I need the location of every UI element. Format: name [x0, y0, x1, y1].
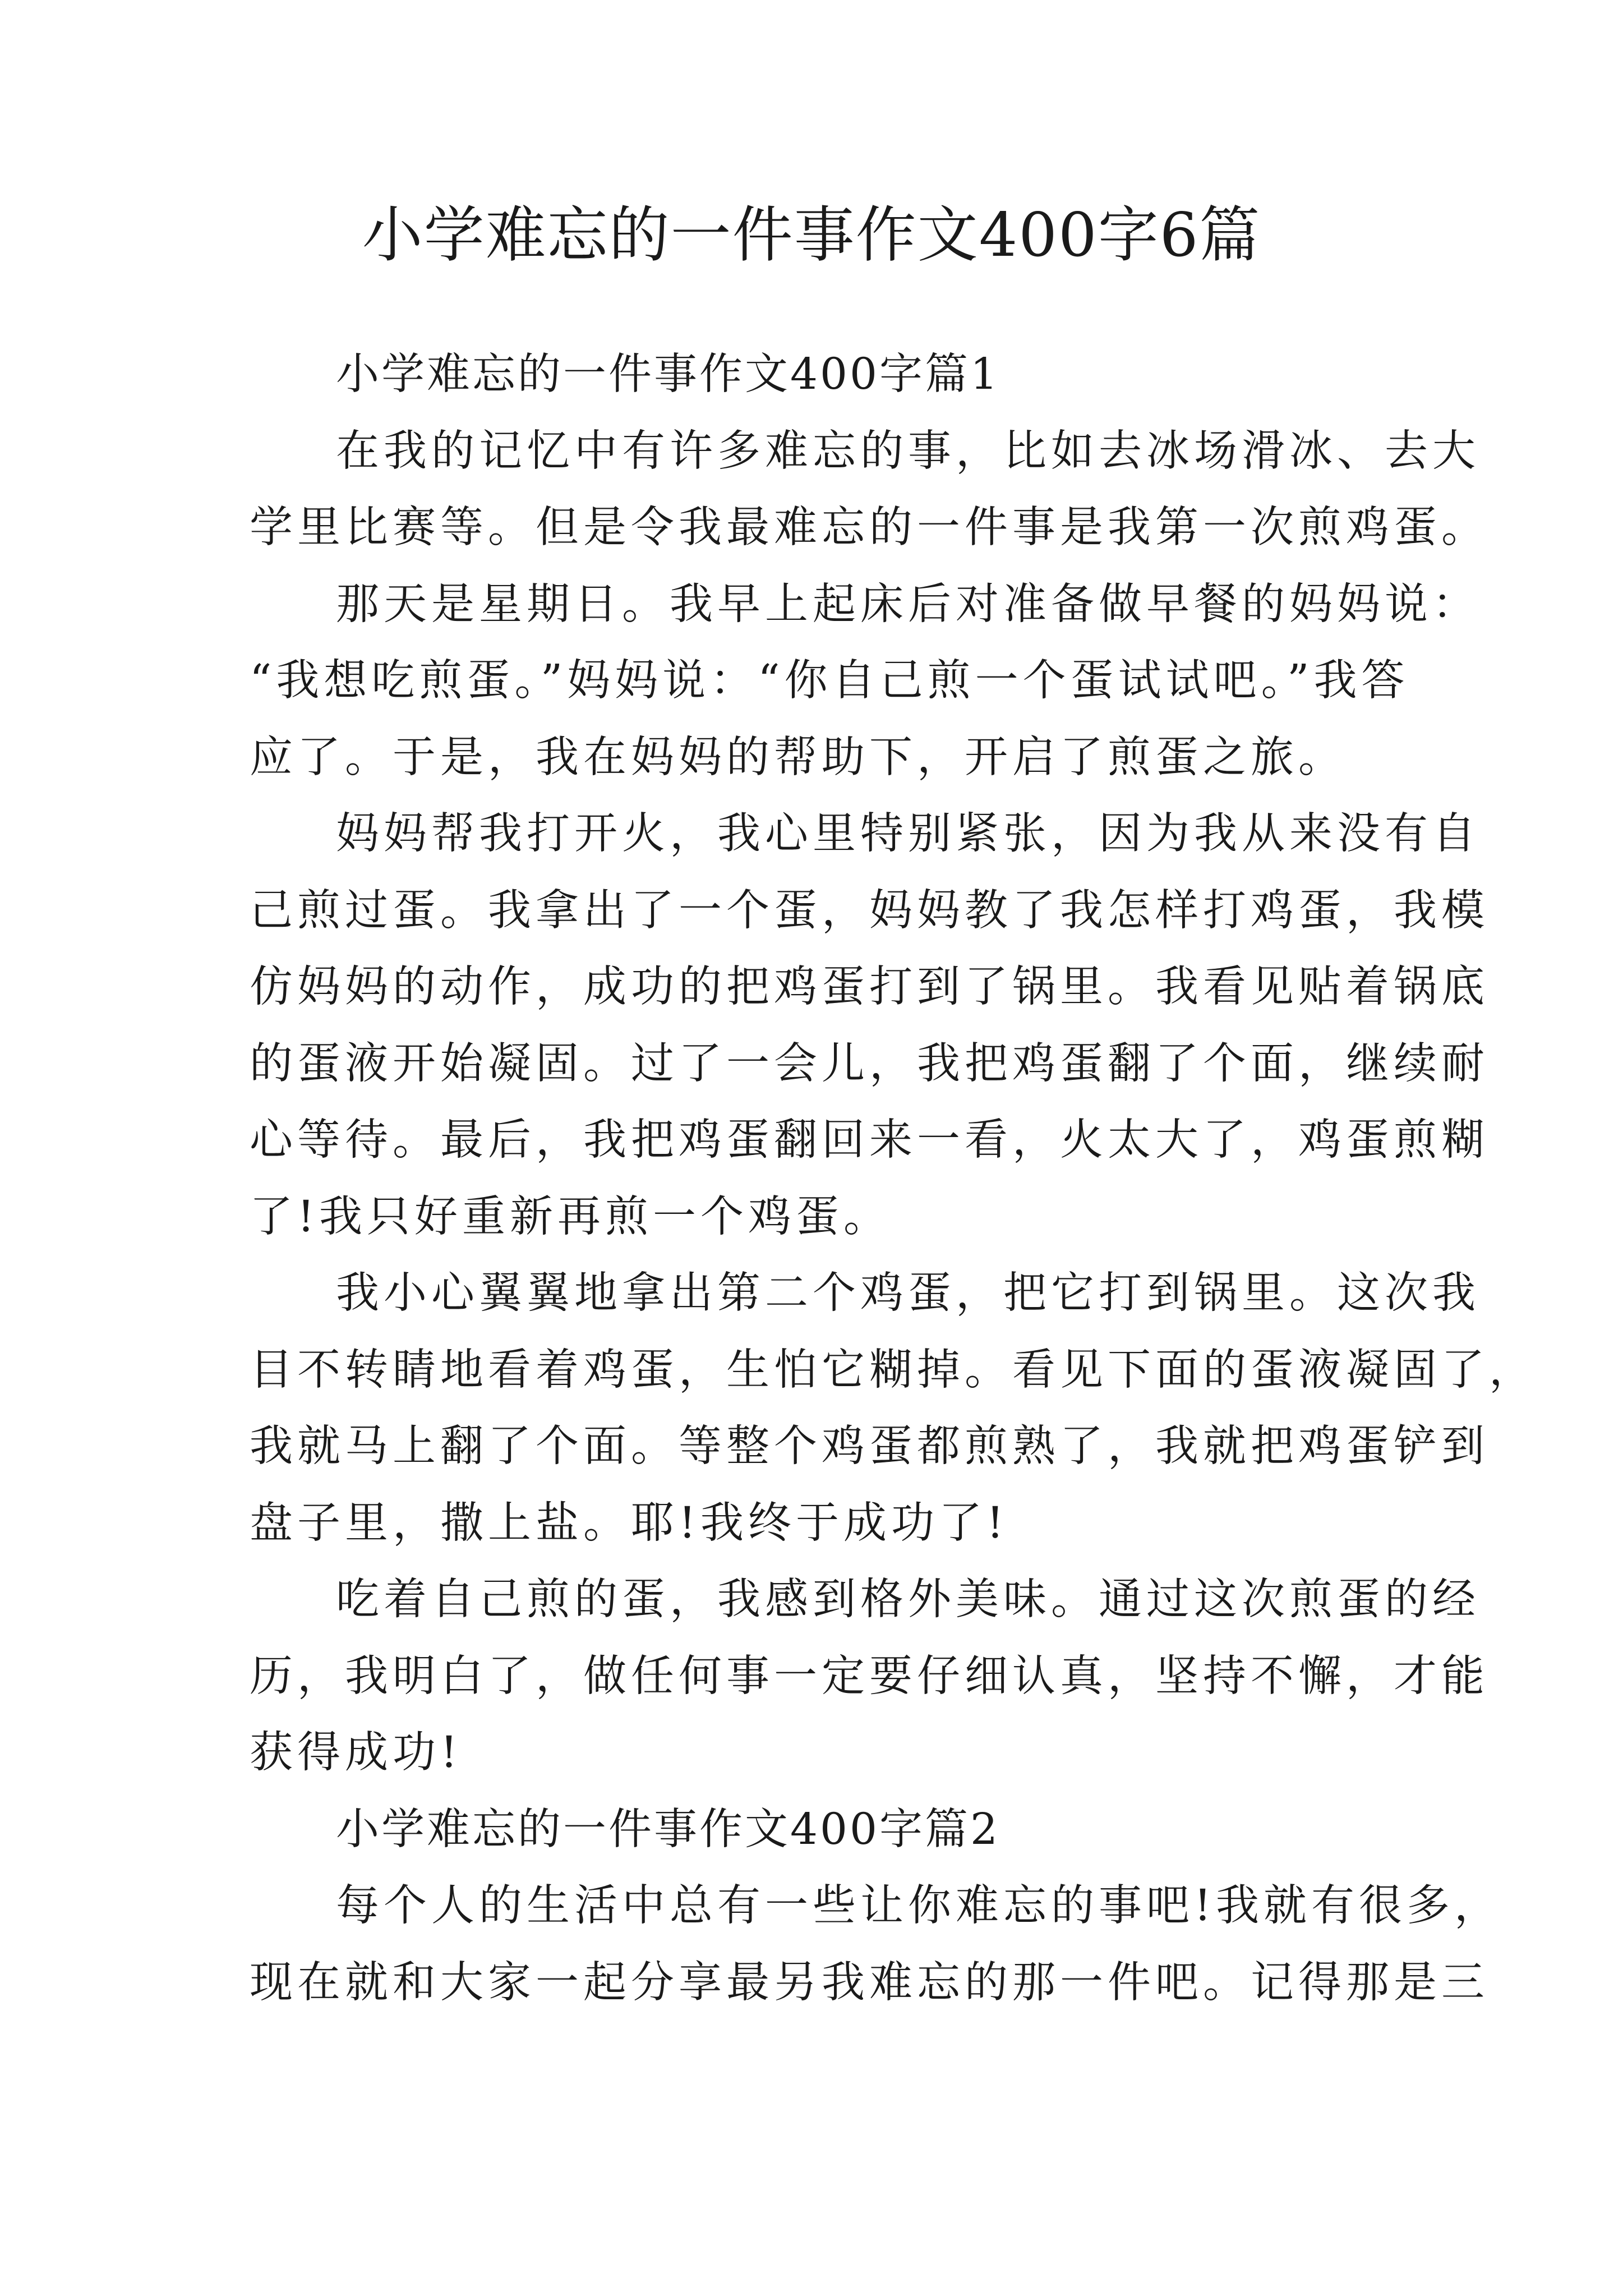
text-line: 那天是星期日。我早上起床后对准备做早餐的妈妈说： — [336, 579, 1480, 629]
document-body — [250, 337, 1537, 2021]
text-line: “我想吃煎蛋。”妈妈说：“你自己煎一个蛋试试吧。”我答 — [250, 656, 1409, 706]
text-line: 现在就和大家一起分享最另我难忘的那一件吧。记得那是三 — [250, 1957, 1489, 2008]
text-line: 学里比赛等。但是令我最难忘的一件事是我第一次煎鸡蛋。 — [250, 503, 1489, 553]
text-line: 盘子里，撒上盐。耶!我终于成功了! — [250, 1498, 1008, 1548]
text-line: 心等待。最后，我把鸡蛋翻回来一看，火太大了，鸡蛋煎糊 — [250, 1115, 1489, 1165]
text-line: 的蛋液开始凝固。过了一会儿，我把鸡蛋翻了个面，继续耐 — [250, 1038, 1489, 1089]
text-line: 吃着自己煎的蛋，我感到格外美味。通过这次煎蛋的经 — [336, 1575, 1480, 1625]
text-line: 目不转睛地看着鸡蛋，生怕它糊掉。看见下面的蛋液凝固了， — [250, 1345, 1537, 1395]
document-title: 小学难忘的一件事作文400字6篇 — [362, 200, 1261, 270]
section-heading: 小学难忘的一件事作文400字篇1 — [336, 349, 1000, 399]
text-line: 在我的记忆中有许多难忘的事，比如去冰场滑冰、去大 — [336, 426, 1480, 476]
text-line: 应了。于是，我在妈妈的帮助下，开启了煎蛋之旅。 — [250, 732, 1346, 783]
text-line: 仿妈妈的动作，成功的把鸡蛋打到了锅里。我看见贴着锅底 — [250, 962, 1489, 1012]
text-line: 历，我明白了，做任何事一定要仔细认真，坚持不懈，才能 — [250, 1651, 1489, 1701]
text-line: 每个人的生活中总有一些让你难忘的事吧!我就有很多， — [336, 1881, 1502, 1931]
text-line: 了!我只好重新再煎一个鸡蛋。 — [250, 1191, 891, 1242]
section-heading: 小学难忘的一件事作文400字篇2 — [336, 1804, 1000, 1855]
text-line: 我就马上翻了个面。等整个鸡蛋都煎熟了，我就把鸡蛋铲到 — [250, 1421, 1489, 1471]
text-line: 妈妈帮我打开火，我心里特别紧张，因为我从来没有自 — [336, 809, 1480, 859]
text-line: 我小心翼翼地拿出第二个鸡蛋，把它打到锅里。这次我 — [336, 1268, 1480, 1318]
text-line: 获得成功! — [250, 1728, 462, 1778]
text-line: 己煎过蛋。我拿出了一个蛋，妈妈教了我怎样打鸡蛋，我模 — [250, 885, 1489, 936]
